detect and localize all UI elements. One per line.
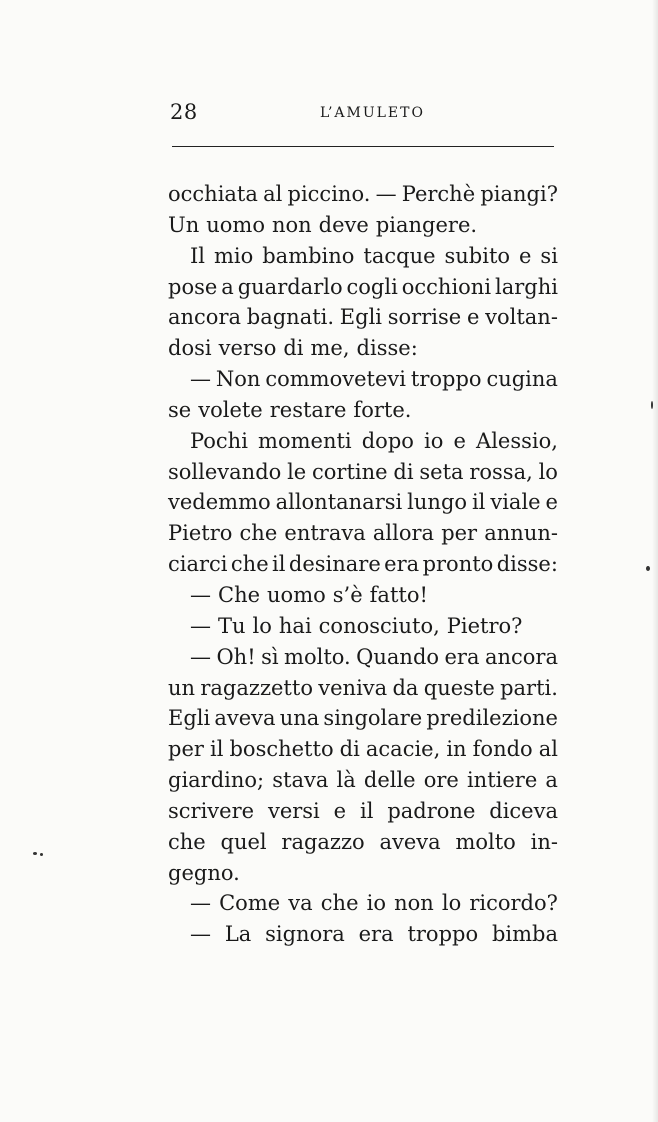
text-line	[168, 487, 558, 518]
word: subito	[444, 243, 511, 268]
word: —	[190, 367, 211, 392]
word: non	[271, 212, 312, 237]
word: boschetto	[229, 737, 334, 762]
word: il	[272, 552, 286, 577]
word: allontanarsi	[275, 490, 403, 515]
word: che	[320, 891, 359, 916]
word: molto.	[284, 644, 351, 669]
word: aveva	[214, 706, 276, 731]
scan-speck	[33, 852, 37, 855]
word: s’è	[332, 582, 363, 607]
word: verso	[218, 336, 277, 361]
word: occhioni	[401, 274, 492, 299]
word: ragazzetto	[200, 675, 313, 700]
word: sorrise	[387, 305, 462, 330]
word: le	[287, 459, 307, 484]
word: ciarci	[168, 552, 228, 577]
word: singolare	[323, 706, 423, 731]
word: Come	[219, 891, 281, 916]
text-line	[168, 642, 558, 673]
text-line	[168, 765, 558, 796]
scan-speck	[646, 566, 650, 571]
word: piangere.	[375, 212, 478, 237]
word: dopo	[361, 428, 414, 453]
word: e	[453, 428, 466, 453]
word: allora	[372, 521, 435, 546]
word: che	[239, 521, 278, 546]
word: il	[360, 798, 374, 823]
word: forte.	[353, 397, 412, 422]
word: io	[366, 891, 386, 916]
word: acacie,	[365, 737, 441, 762]
word: padrone	[387, 798, 476, 823]
word: ancora	[484, 644, 558, 669]
word: Oh!	[216, 644, 256, 669]
word: una	[279, 706, 320, 731]
text-line	[168, 673, 558, 704]
text-line	[168, 734, 558, 765]
text-line	[168, 333, 558, 364]
word: Il	[190, 243, 206, 268]
word: cortine	[312, 459, 388, 484]
word: troppo	[410, 367, 482, 392]
word: Pietro?	[446, 613, 523, 638]
text-line	[168, 457, 558, 488]
text-line	[168, 302, 558, 333]
word: Quando	[356, 644, 440, 669]
word: al	[538, 737, 558, 762]
word: bimba	[491, 922, 558, 947]
word: lungo	[407, 490, 468, 515]
word: —	[190, 891, 211, 916]
word: a	[545, 768, 558, 793]
word: momenti	[258, 428, 352, 453]
text-line	[168, 179, 558, 210]
word: per	[441, 521, 478, 546]
word: pronto	[422, 552, 494, 577]
text-line	[168, 426, 558, 457]
word: diceva	[489, 798, 558, 823]
word: Alessio,	[476, 428, 558, 453]
word: era	[384, 552, 420, 577]
word: lo	[538, 459, 558, 484]
word: veniva	[318, 675, 388, 700]
word: —	[190, 644, 211, 669]
word: per	[168, 737, 204, 762]
text-line	[168, 549, 558, 580]
word: disse:	[496, 552, 558, 577]
word: sì	[261, 644, 279, 669]
word: e	[545, 490, 558, 515]
word: Egli	[339, 305, 383, 330]
word: conosciuto,	[318, 613, 440, 638]
word: là	[336, 768, 356, 793]
word: versi	[267, 798, 320, 823]
word: cogli	[346, 274, 398, 299]
word: che	[168, 829, 206, 854]
word: Egli	[168, 706, 211, 731]
word: Un	[168, 212, 200, 237]
scan-speck	[40, 853, 43, 856]
word: io	[424, 428, 444, 453]
text-line	[168, 858, 558, 889]
word: pose	[168, 274, 218, 299]
text-line	[168, 272, 558, 303]
word: annun-	[484, 521, 558, 546]
word: il	[209, 737, 224, 762]
text-line	[168, 210, 558, 241]
word: tacque	[363, 243, 436, 268]
word: e	[333, 798, 347, 823]
word: ancora	[168, 305, 242, 330]
word: in	[446, 737, 467, 762]
word: —	[190, 922, 211, 947]
word: aveva	[379, 829, 441, 854]
word: ragazzo	[281, 829, 365, 854]
word: molto	[455, 829, 516, 854]
text-line	[168, 611, 558, 642]
word: non	[394, 891, 434, 916]
word: ricordo?	[469, 891, 558, 916]
word: predilezione	[426, 706, 558, 731]
word: bagnati.	[246, 305, 335, 330]
word: di	[393, 459, 414, 484]
text-line	[168, 827, 558, 858]
word: di	[339, 737, 360, 762]
word: Che	[218, 582, 261, 607]
word: lo	[441, 891, 462, 916]
word: quel	[220, 829, 267, 854]
word: lo	[252, 613, 272, 638]
word: Tu	[218, 613, 246, 638]
text-line	[168, 919, 558, 950]
word: da	[392, 675, 419, 700]
word: fondo	[472, 737, 533, 762]
word: volete	[198, 397, 263, 422]
word: ore	[423, 768, 459, 793]
word: La	[224, 922, 252, 947]
word: era	[358, 922, 394, 947]
word: al	[263, 182, 283, 206]
word: queste	[423, 675, 495, 700]
text-line	[168, 703, 558, 734]
word: delle	[363, 768, 416, 793]
word: —	[190, 582, 211, 607]
word: me,	[310, 336, 350, 361]
word: piangi?	[480, 182, 558, 206]
word: desinare	[288, 552, 381, 577]
word: Non	[215, 367, 261, 392]
word: gegno.	[168, 860, 240, 885]
word: seta	[419, 459, 464, 484]
word: che	[230, 552, 269, 577]
word: commovetevi	[265, 367, 406, 392]
running-head	[170, 100, 558, 130]
word: era	[444, 644, 480, 669]
text-line	[168, 395, 558, 426]
word: mio	[213, 243, 254, 268]
word: e	[519, 243, 532, 268]
word: un	[168, 675, 196, 700]
word: hai	[278, 613, 312, 638]
word: deve	[318, 212, 369, 237]
word: Pochi	[190, 428, 248, 453]
word: restare	[269, 397, 347, 422]
word: scrivere	[168, 798, 255, 823]
word: sollevando	[168, 459, 282, 484]
word: —	[375, 182, 397, 206]
running-title: L’AMULETO	[320, 105, 425, 121]
word: e	[466, 305, 480, 330]
text-line	[168, 580, 558, 611]
word: guardarlo	[237, 274, 343, 299]
word: entrava	[284, 521, 366, 546]
word: Pietro	[168, 521, 233, 546]
body-text	[168, 179, 558, 950]
word: occhiata	[168, 182, 258, 206]
word: bambino	[262, 243, 355, 268]
word: fatto!	[369, 582, 428, 607]
word: intiere	[466, 768, 538, 793]
word: rossa,	[469, 459, 533, 484]
text-line	[168, 241, 558, 272]
word: —	[190, 613, 211, 638]
word: larghi	[494, 274, 558, 299]
page-number: 28	[170, 100, 198, 124]
word: il	[471, 490, 486, 515]
word: Perchè	[401, 182, 476, 206]
word: a	[221, 274, 234, 299]
word: voltan-	[485, 305, 558, 330]
word: parti.	[500, 675, 558, 700]
word: cugina	[486, 367, 558, 392]
word: giardino;	[168, 768, 265, 793]
word: se	[168, 397, 192, 422]
page-edge-shadow	[652, 0, 658, 1122]
word: signora	[265, 922, 345, 947]
word: stava	[272, 768, 329, 793]
header-rule	[172, 146, 554, 147]
word: uomo	[267, 582, 326, 607]
word: va	[288, 891, 313, 916]
word: piccino.	[287, 182, 371, 206]
word: in-	[530, 829, 558, 854]
word: si	[540, 243, 558, 268]
text-line	[168, 518, 558, 549]
word: di	[283, 336, 304, 361]
word: disse:	[356, 336, 418, 361]
word: dosi	[168, 336, 212, 361]
word: viale	[490, 490, 541, 515]
word: uomo	[206, 212, 265, 237]
text-line	[168, 888, 558, 919]
text-line	[168, 364, 558, 395]
text-line	[168, 796, 558, 827]
word: vedemmo	[168, 490, 271, 515]
word: troppo	[407, 922, 479, 947]
